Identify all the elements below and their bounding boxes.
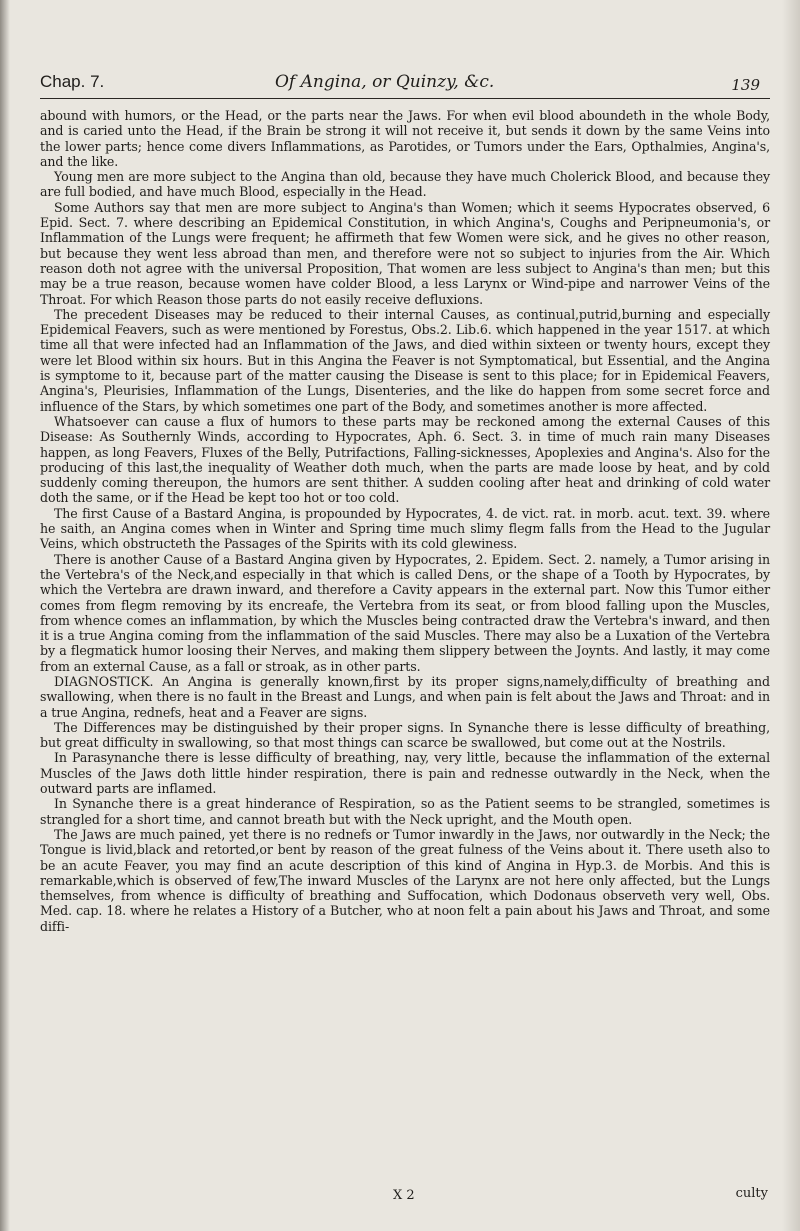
body-text [40,108,770,934]
paragraph: The Jaws are much pained, yet there is no rednefs or Tumor inwardly in the Jaws, nor outwardly in the Neck; the Tongue is livid,black and retorted,or bent by reason of the great fulness of the Veins about it. There useth also to be an acute Feaver, you may find an acute description of this kind of Angina in Hyp.3. de Morbis. And this is remarkable,which is observed of few,The inward Muscles of the Larynx are not here only affected, but the Lungs themselves, from whence is difficulty of breathing and Suffocation, which Dodonaus observeth very well, Obs. Med. cap. 18. where he relates a History of a Butcher, who at noon felt a pain about his Jaws and Throat, and some diffi- [40,826,770,934]
paragraph: The precedent Diseases may be reduced to their internal Causes, as continual,putrid,burning and especially Epidemical Feavers, such as were mentioned by Forestus, Obs.2. Lib.6. which happened in the year 1517. at which time all that were infected had an Inflammation of the Jaws, and died within sixteen or twenty hours, except they were let Blood within six hours. But in this Angina the Feaver is not Symptomatical, but Essential, and the Angina is symptome to it, because part of the matter causing the Disease is sent to this place; for in Epidemical Feavers, Angina's, Pleurisies, Inflammation of the Lungs, Disenteries, and the like do happen from some secret force and influence of the Stars, by which sometimes one part of the Body, and sometimes another is more affected. [40,306,770,414]
paragraph: In Parasynanche there is lesse difficulty of breathing, nay, very little, because the inflammation of the external Muscles of the Jaws doth little hinder respiration, there is pain and rednesse outwardly in the Neck, when the outward parts are inflamed. [40,750,770,797]
paragraph: Whatsoever can cause a flux of humors to these parts may be reckoned among the external Causes of this Disease: As Southernly Winds, according to Hypocrates, Aph. 6. Sect. 3. in time of much rain many Diseases happen, as long Feavers, Fluxes of the Belly, Putrifactions, Falling-sicknesses, Apoplexies and Angina's. Also for the producing of this last,the inequality of Weather doth much, when the parts are made loose by heat, and by cold suddenly coming thereupon, the humors are sent thither. A sudden cooling after heat and drinking of cold water doth the same, or if the Head be kept too hot or too cold. [40,413,770,506]
header-rule [40,98,770,99]
signature-mark: X 2 [393,1188,415,1203]
paragraph: Some Authors say that men are more subject to Angina's than Women; which it seems Hypocrates observed, 6 Epid. Sect. 7. where describing an Epidemical Constitution, in which Angina's, Coughs and Peripneumonia's, or Inflammation of the Lungs were frequent; he affirmeth that few Women were sick, and he gives no other reason, but because they went less abroad than men, and therefore were not so subject to injuries from the Air. Which reason doth not agree with the universal Proposition, That women are less subject to Angina's than men; but this may be a true reason, because women have colder Blood, a less Larynx or Wind-pipe and narrower Veins of the Throat. For which Reason those parts do not easily receive defluxions. [40,199,770,307]
page-edge [782,0,800,1231]
running-title: Of Angina, or Quinzy, &c. [275,72,495,92]
catchword: culty [735,1186,768,1201]
gutter-shadow [0,0,10,1231]
paragraph: In Synanche there is a great hinderance of Respiration, so as the Patient seems to be strangled, sometimes is strangled for a short time, and cannot breath but with the Neck upright, and the Mouth open. [40,796,770,827]
paragraph: Young men are more subject to the Angina than old, because they have much Cholerick Blood, and because they are full bodied, and have much Blood, especially in the Head. [40,169,770,200]
paragraph: DIAGNOSTICK. An Angina is generally known,first by its proper signs,namely,difficulty of breathing and swallowing, when there is no fault in the Breast and Lungs, and when pain is felt about the Jaws and Throat: and in a true Angina, rednefs, heat and a Feaver are signs. [40,673,770,720]
chapter-label: Chap. 7. [40,72,105,91]
page-number: 139 [731,76,760,94]
paragraph: The first Cause of a Bastard Angina, is propounded by Hypocrates, 4. de vict. rat. in morb. acut. text. 39. where he saith, an Angina comes when in Winter and Spring time much slimy flegm falls from the Head to the Jugular Veins, which obstructeth the Passages of the Spirits with its cold glewiness. [40,505,770,552]
paragraph: abound with humors, or the Head, or the parts near the Jaws. For when evil blood aboundeth in the whole Body, and is caried unto the Head, if the Brain be strong it will not receive it, but sends it down by the same Veins into the lower parts; hence come divers Inflammations, as Parotides, or Tumors under the Ears, Opthalmies, Angina's, and the like. [40,108,770,169]
running-header [40,72,770,94]
paragraph: There is another Cause of a Bastard Angina given by Hypocrates, 2. Epidem. Sect. 2. namely, a Tumor arising in the Vertebra's of the Neck,and especially in that which is called Dens, or the shape of a Tooth by Hypocrates, by which the Vertebra are drawn inward, and therefore a Cavity appears in the external part. Now this Tumor either comes from flegm removing by its encreafe, the Vertebra from its seat, or from blood falling upon the Muscles, from whence comes an inflammation, by which the Muscles being contracted draw the Vertebra's inward, and then it is a true Angina coming from the inflammation of the said Muscles. There may also be a Luxation of the Vertebra by a flegmatick humor loosing their Nerves, and making them slippery between the Joynts. And lastly, it may come from an external Cause, as a fall or stroak, as in other parts. [40,551,770,674]
paragraph: The Differences may be distinguished by their proper signs. In Synanche there is lesse difficulty of breathing, but great difficulty in swallowing, so that most things can scarce be swallowed, but come out at the Nostrils. [40,719,770,751]
